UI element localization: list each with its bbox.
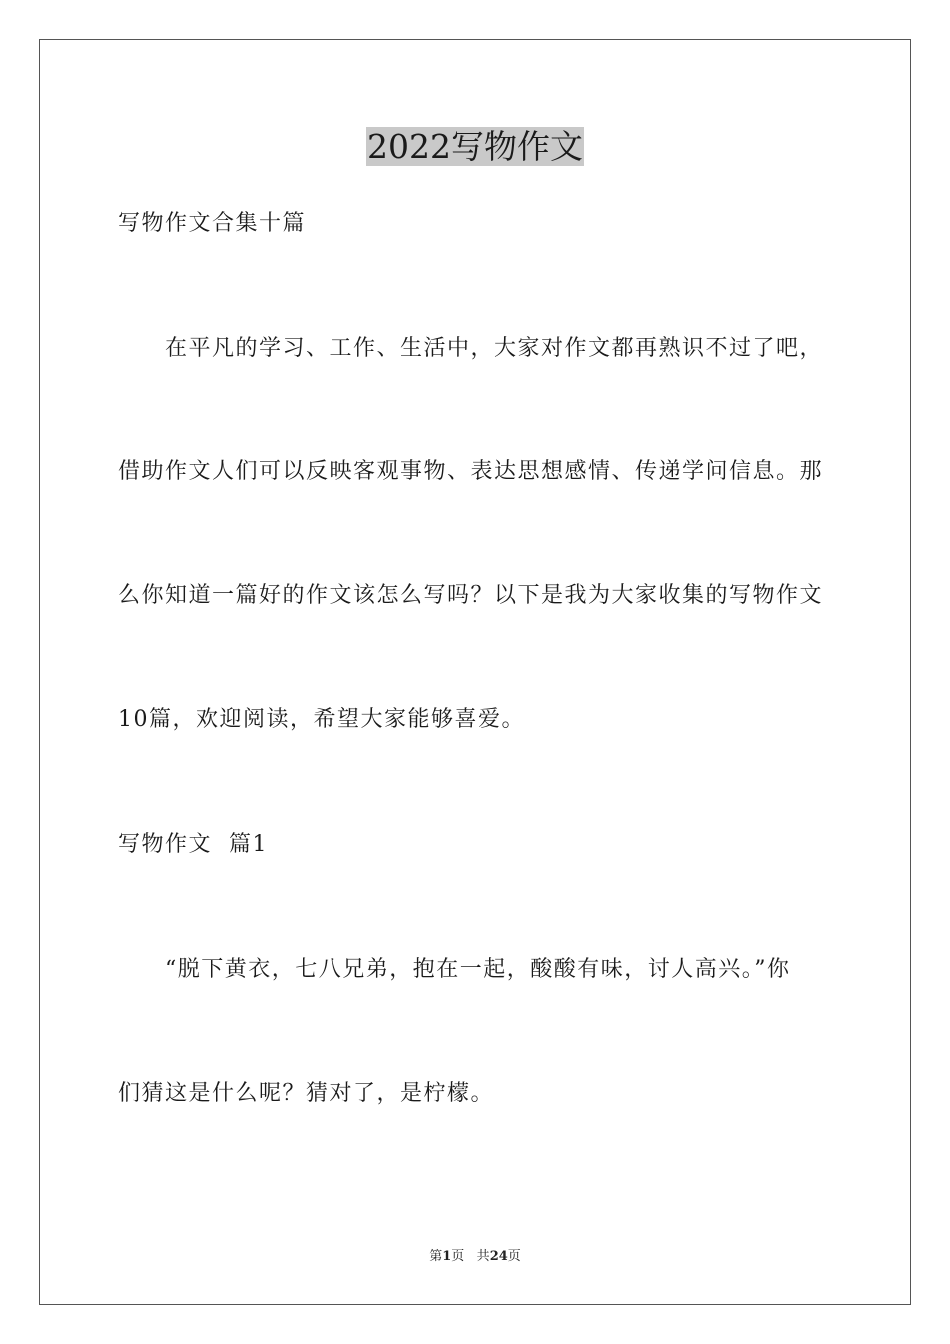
section-line-2: 们猜这是什么呢？猜对了，是柠檬。	[118, 1081, 495, 1106]
footer-total-suffix: 页	[507, 1249, 521, 1264]
footer-current-page: 1	[442, 1249, 452, 1264]
footer-prefix: 第	[429, 1249, 443, 1264]
intro-line-1: 在平凡的学习、工作、生活中，大家对作文都再熟识不过了吧，	[165, 336, 824, 361]
footer-page-suffix: 页	[451, 1249, 465, 1264]
footer-total-prefix: 共	[476, 1249, 490, 1264]
intro-line-2: 借助作文人们可以反映客观事物、表达思想感情、传递学问信息。那	[118, 459, 824, 484]
section-heading: 写物作文 篇1	[118, 832, 268, 857]
section-line-1: “脱下黄衣，七八兄弟，抱在一起，酸酸有味，讨人高兴。”你	[165, 957, 791, 982]
intro-line-4: 10篇，欢迎阅读，希望大家能够喜爱。	[118, 707, 525, 732]
document-title	[0, 125, 950, 169]
document-subtitle: 写物作文合集十篇	[118, 211, 307, 236]
page-footer	[0, 1248, 950, 1266]
footer-total-pages: 24	[489, 1249, 508, 1264]
intro-line-3: 么你知道一篇好的作文该怎么写吗？以下是我为大家收集的写物作文	[118, 583, 824, 608]
document-title-text: 2022写物作文	[367, 127, 583, 166]
